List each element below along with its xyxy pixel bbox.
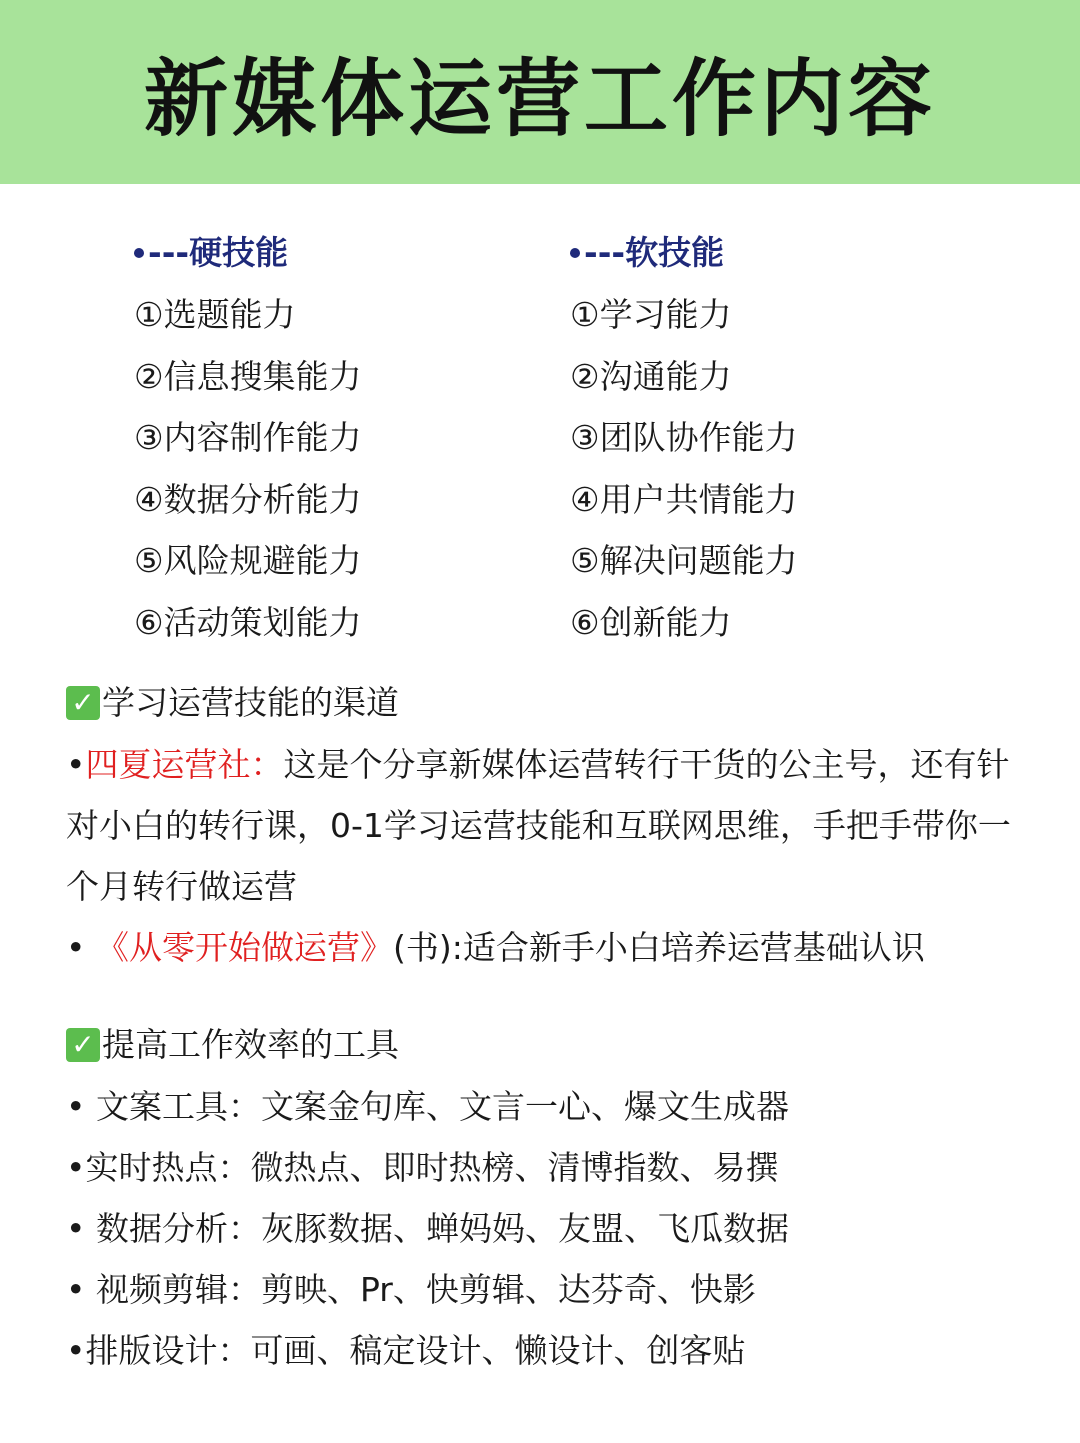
hard-skill-item: ⑤风险规避能力 [134, 541, 362, 581]
book-description: (书):适合新手小白培养运营基础认识 [392, 928, 925, 967]
bullet-dot-icon [134, 248, 144, 258]
header-banner [0, 0, 1080, 184]
tool-item: •实时热点：微热点、即时热榜、清博指数、易撰 [66, 1148, 779, 1187]
hard-skill-item: ④数据分析能力 [134, 479, 362, 519]
tool-item: • 文案工具：文案金句库、文言一心、爆文生成器 [66, 1087, 789, 1126]
learning-channels-title-text: 学习运营技能的渠道 [102, 683, 399, 722]
soft-skills-column [570, 222, 798, 654]
learning-channels-section [66, 672, 1026, 978]
hard-skill-item: ⑥活动策划能力 [134, 602, 362, 642]
soft-skill-item: ③团队协作能力 [570, 418, 798, 458]
tool-item: • 数据分析：灰豚数据、蝉妈妈、友盟、飞瓜数据 [66, 1209, 789, 1248]
hard-skills-column [134, 222, 362, 654]
tools-section [66, 1014, 1026, 1381]
tools-title-text: 提高工作效率的工具 [102, 1025, 399, 1064]
bullet: • [66, 928, 96, 967]
checkmark-icon: ✓ [66, 686, 100, 720]
tools-title [66, 1014, 1026, 1076]
hard-skill-item: ②信息搜集能力 [134, 356, 362, 396]
channel-item-wechat [66, 734, 1026, 917]
soft-skill-item: ⑤解决问题能力 [570, 541, 798, 581]
channel-name-highlight: 四夏运营社： [85, 745, 284, 784]
soft-skill-item: ①学习能力 [570, 295, 732, 334]
channel-description: 这是个分享新媒体运营转行干货的公主号，还有针对小白的转行课，0-1学习运营技能和互联网思维，手把手带你一个月转行做运营 [66, 745, 1011, 906]
channel-item-book [66, 917, 1026, 978]
hard-skill-item: ①选题能力 [134, 295, 296, 334]
soft-skills-heading-text: ---软技能 [584, 233, 725, 272]
tool-item: • 视频剪辑：剪映、Pr、快剪辑、达芬奇、快影 [66, 1270, 756, 1309]
hard-skills-heading [134, 222, 362, 284]
hard-skill-item: ③内容制作能力 [134, 418, 362, 458]
soft-skill-item: ②沟通能力 [570, 356, 732, 396]
soft-skill-item: ④用户共情能力 [570, 479, 798, 519]
bullet: • [66, 745, 86, 784]
tool-item: •排版设计：可画、稿定设计、懒设计、创客贴 [66, 1331, 746, 1370]
page-title: 新媒体运营工作内容 [143, 49, 936, 148]
bullet-dot-icon [570, 248, 580, 258]
soft-skill-item: ⑥创新能力 [570, 602, 732, 642]
book-title-highlight: 《从零开始做运营》 [95, 928, 393, 967]
soft-skills-heading [570, 222, 798, 284]
hard-skills-heading-text: ---硬技能 [148, 233, 289, 272]
learning-channels-title [66, 672, 1026, 734]
checkmark-icon: ✓ [66, 1028, 100, 1062]
